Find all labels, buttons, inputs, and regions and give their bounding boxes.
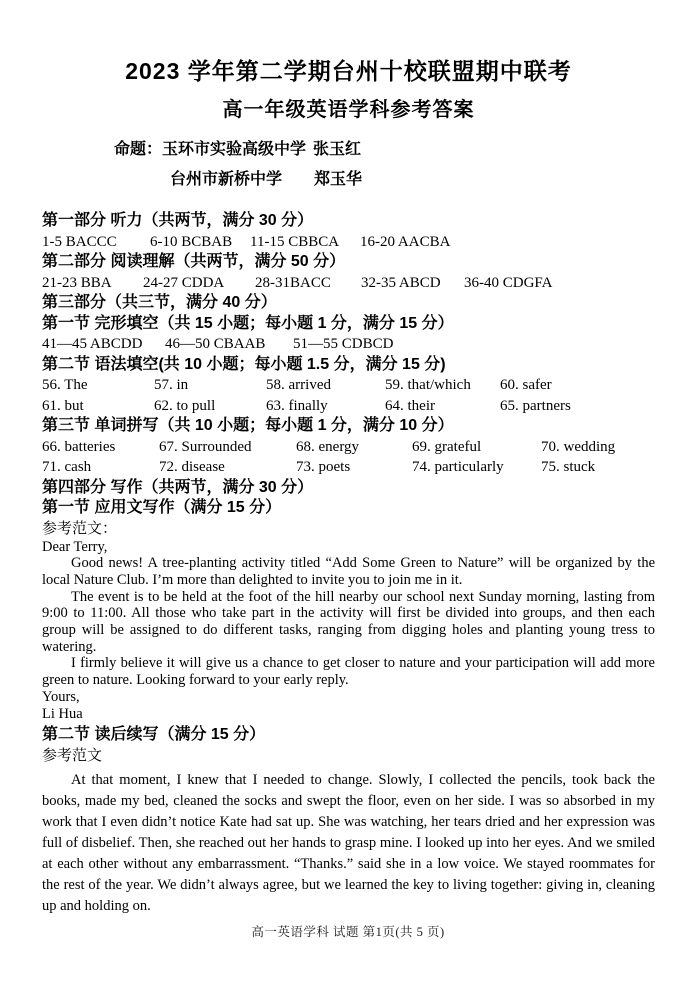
answer-group: 32-35 ABCD [361,274,441,291]
letter-signature: Li Hua [42,705,83,722]
answer-item: 65. partners [500,397,571,414]
setter-school: 台州市新桥中学 [170,171,283,188]
grammar-heading: 第二节 语法填空(共 10 小题；每小题 1.5 分，满分 15 分) [42,355,446,373]
model-essay-label-2: 参考范文 [42,747,103,764]
part4-heading: 第四部分 写作（共两节，满分 30 分） [42,478,314,496]
answer-item: 69. grateful [412,438,482,455]
spelling-answers-row-2 [42,457,655,478]
part1-heading: 第一部分 听力（共两节，满分 30 分） [42,212,314,229]
letter-paragraph-2: The event is to be held at the foot of the hill nearby our school next Sunday morning, lasting from 9:00 to 11:00. All those who take part in the activity will first be divided into groups, and then each group will be assigned to do different tasks, ranging from digging holes and planting young tress to watering. [42,588,655,655]
cloze-answers-row [42,334,655,355]
answer-group: 6-10 BCBAB [150,233,233,250]
letter-closing: Yours, [42,688,80,705]
answer-group: 21-23 BBA [42,274,112,291]
letter-paragraph-3: I firmly believe it will give us a chance to get closer to nature and your participation will add more green to nature. Looking forward to your early reply. [42,655,655,689]
answer-item: 64. their [385,397,435,414]
answer-group: 36-40 CDGFA [464,274,553,291]
continuation-paragraph: At that moment, I knew that I needed to change. Slowly, I collected the pencils, took back the books, made my bed, cleaned the socks and swept the floor, even on her side. I was so absorbed in my work that I even didn’t notice Kate had sat up. She was watching, her tears dried and her expression was full of disbelief. Then, she reached out her hands to grasp mine. I looked up into her eyes. And we smiled at each other without any embarrassment. “Thanks.” said she in a low voice. We stayed roommates for the rest of the year. We didn’t always agree, but we learned the key to living together: giving in, cleaning up and holding on. [42,771,655,914]
setter-name: 张玉红 [313,141,362,158]
page-footer: 高一英语学科 试题 第1页(共 5 页) [251,925,445,939]
model-letter [42,539,655,723]
spelling-answers-row-1 [42,437,655,458]
answer-item: 72. disease [159,459,225,475]
document-title: 2023 学年第二学期台州十校联盟期中联考 [125,58,572,84]
answer-item: 74. particularly [412,459,504,475]
answer-group: 16-20 AACBA [360,233,451,250]
grammar-answers-row-2 [42,396,655,417]
answer-item: 73. poets [296,459,351,475]
answer-item: 58. arrived [266,377,331,393]
answer-item: 66. batteries [42,438,116,455]
answer-group: 41—45 ABCDD [42,336,143,352]
letter-salutation: Dear Terry, [42,538,108,555]
answer-item: 71. cash [42,459,92,475]
letter-paragraph-1: Good news! A tree-planting activity titled “Add Some Green to Nature” will be organized by the local Nature Club. I’m more than delighted to invite you to join me in it. [42,555,655,588]
part3-heading: 第三部分（共三节，满分 40 分） [42,294,277,311]
answer-item: 57. in [154,377,189,393]
answer-group: 1-5 BACCC [42,233,117,250]
answer-item: 70. wedding [541,438,616,455]
answer-item: 59. that/which [385,377,471,393]
setter-name: 郑玉华 [314,171,363,188]
setter-school: 玉环市实验高级中学 [162,141,307,158]
part2-heading: 第二部分 阅读理解（共两节，满分 50 分） [42,253,346,270]
answer-key-block [42,211,655,519]
answer-group: 24-27 CDDA [143,274,225,291]
model-essay-label-1: 参考范文： [42,520,118,537]
answer-item: 62. to pull [154,397,216,414]
answer-item: 67. Surrounded [159,438,252,455]
setter-prefix: 命题： [114,141,163,158]
answer-item: 56. The [42,377,88,393]
writing-section1-heading: 第一节 应用文写作（满分 15 分） [42,499,282,516]
writing-section2-heading: 第二节 读后续写（满分 15 分） [42,726,266,744]
answer-group: 28-31BACC [255,274,331,291]
answer-group: 11-15 CBBCA [250,233,340,250]
answer-item: 68. energy [296,438,360,455]
grammar-answers-row-1 [42,375,655,396]
document-subtitle: 高一年级英语学科参考答案 [222,99,475,121]
setter-line-2 [42,169,655,191]
cloze-heading: 第一节 完形填空（共 15 小题；每小题 1 分，满分 15 分） [42,314,454,332]
listening-answers-row [42,232,655,253]
spelling-heading: 第三节 单词拼写（共 10 小题；每小题 1 分，满分 10 分） [42,417,454,434]
answer-item: 60. safer [500,377,552,393]
answer-group: 46—50 CBAAB [165,336,266,352]
answer-group: 51—55 CDBCD [293,336,394,352]
reading-answers-row [42,273,655,294]
answer-item: 75. stuck [541,459,596,475]
setter-line-1 [42,139,655,161]
answer-item: 61. but [42,397,84,414]
answer-item: 63. finally [266,397,328,414]
